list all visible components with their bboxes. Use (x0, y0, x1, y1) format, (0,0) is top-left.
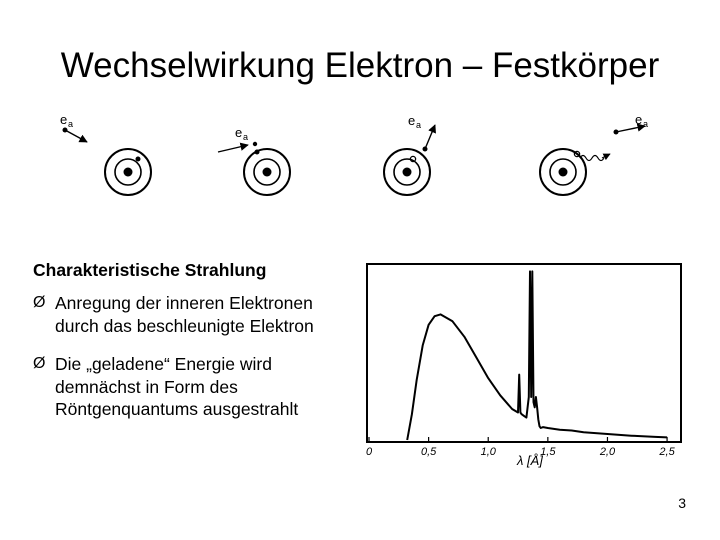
bullet-arrow-icon: Ø (33, 294, 46, 311)
x-tick-label: 0 (365, 446, 373, 458)
bullet-item (33, 292, 333, 337)
x-tick-label: 1,0 (480, 446, 496, 458)
electron-label: e (408, 113, 416, 128)
electron-label: e (60, 112, 68, 127)
bullet-item (33, 353, 333, 421)
electron-label: e (235, 125, 243, 140)
atom-3 (384, 113, 435, 195)
electron-subscript: a (68, 119, 74, 129)
bullet-text: Anregung der inneren Elektronen durch das beschleunigte Elektron (55, 293, 314, 336)
atom-4 (540, 112, 648, 195)
x-tick-label: 2,5 (659, 446, 675, 458)
section-heading: Charakteristische Strahlung (33, 260, 267, 280)
bullet-text: Die „geladene“ Energie wird demnächst in Form des Röntgenquantums ausgestrahlt (55, 354, 299, 419)
electron-subscript: a (416, 120, 422, 130)
bullet-list (33, 292, 333, 437)
xray-spectrum-chart (357, 254, 687, 476)
electron-subscript: a (243, 132, 249, 142)
spectrum-line (407, 271, 667, 440)
electron-label: e (635, 112, 643, 127)
atom-2 (218, 125, 290, 195)
x-tick-label: 1,5 (540, 446, 556, 458)
x-axis-label: λ [Å] (517, 453, 543, 468)
bullet-arrow-icon: Ø (33, 355, 46, 372)
slide-title: Wechselwirkung Elektron – Festkörper (60, 46, 660, 85)
atom-1 (60, 112, 151, 195)
electron-subscript: a (643, 119, 649, 129)
electron-atom-diagram (40, 102, 680, 212)
x-tick-label: 0,5 (420, 446, 437, 458)
x-tick-label: 2,0 (599, 446, 616, 458)
page-number: 3 (678, 495, 686, 511)
